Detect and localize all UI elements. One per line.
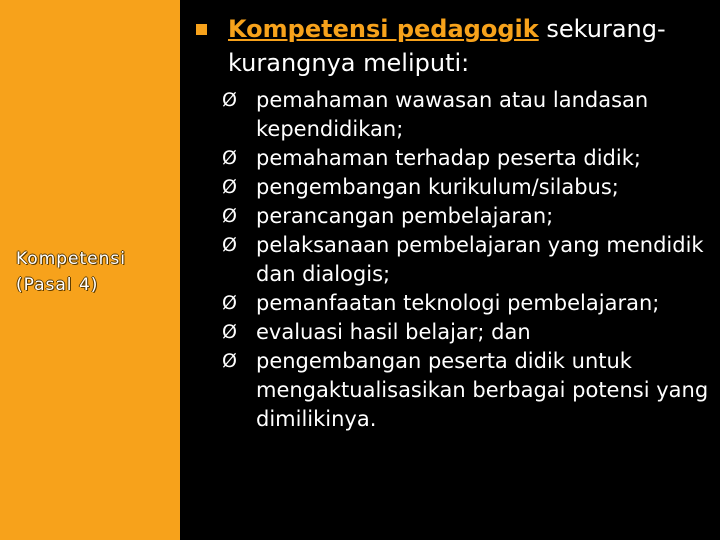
competency-list: [222, 86, 716, 434]
list-item-text: perancangan pembelajaran;: [256, 204, 554, 228]
list-item: [222, 86, 716, 144]
sidebar-label: [16, 246, 126, 298]
arrow-bullet-icon: Ø: [222, 147, 237, 169]
content-panel: [180, 0, 720, 540]
arrow-bullet-icon: Ø: [222, 292, 237, 314]
list-item-text: pelaksanaan pembelajaran yang mendidik dan dialogis;: [256, 233, 704, 286]
slide-heading: [228, 12, 718, 80]
list-item-text: pemanfaatan teknologi pembelajaran;: [256, 291, 660, 315]
list-item: [222, 318, 716, 347]
heading-emphasis: Kompetensi pedagogik: [228, 15, 539, 43]
arrow-bullet-icon: Ø: [222, 176, 237, 198]
list-item: [222, 173, 716, 202]
list-item-text: pengembangan peserta didik untuk mengaktualisasikan berbagai potensi yang dimilikinya.: [256, 349, 709, 431]
list-item-text: pengembangan kurikulum/silabus;: [256, 175, 619, 199]
arrow-bullet-icon: Ø: [222, 321, 237, 343]
sidebar-panel: [0, 0, 180, 540]
list-item: [222, 231, 716, 289]
arrow-bullet-icon: Ø: [222, 205, 237, 227]
sidebar-label-line1: Kompetensi: [16, 249, 126, 269]
arrow-bullet-icon: Ø: [222, 234, 237, 256]
heading-rest: sekurang-kurangnya meliputi:: [228, 15, 666, 77]
list-item-text: evaluasi hasil belajar; dan: [256, 320, 531, 344]
list-item: [222, 202, 716, 231]
arrow-bullet-icon: Ø: [222, 89, 237, 111]
list-item: [222, 144, 716, 173]
square-bullet-icon: [196, 24, 207, 35]
list-item-text: pemahaman terhadap peserta didik;: [256, 146, 641, 170]
list-item: [222, 289, 716, 318]
list-item: [222, 347, 716, 434]
list-item-text: pemahaman wawasan atau landasan kependidikan;: [256, 88, 649, 141]
arrow-bullet-icon: Ø: [222, 350, 237, 372]
sidebar-label-line2: (Pasal 4): [16, 275, 99, 295]
